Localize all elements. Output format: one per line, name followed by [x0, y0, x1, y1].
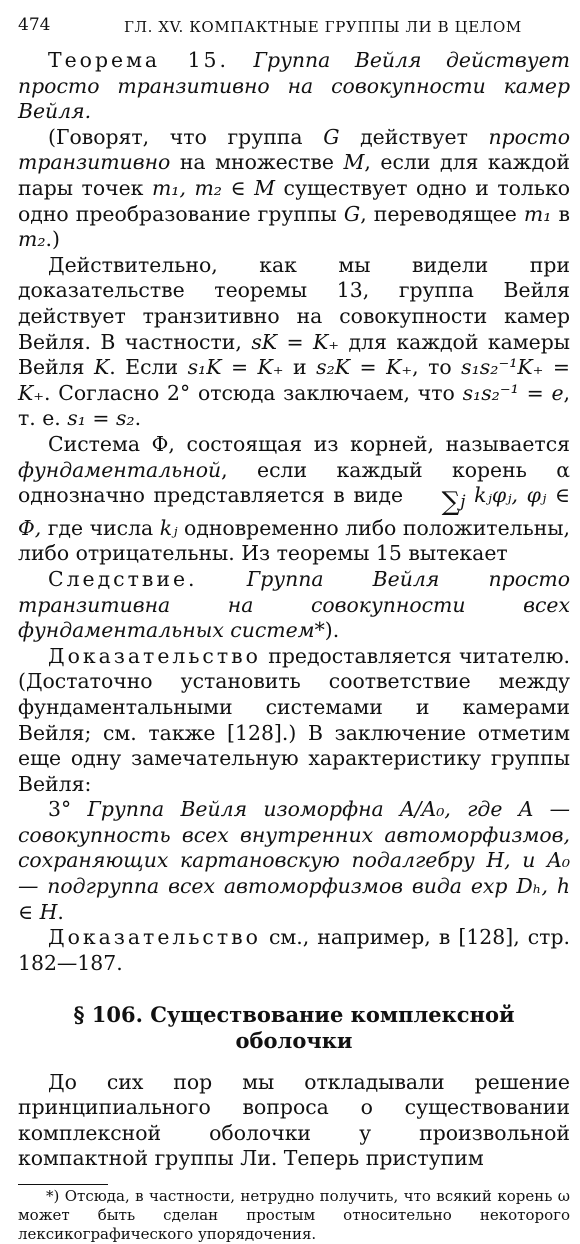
- emphasis: — подгруппа всех автоморфизмов вида: [18, 874, 471, 899]
- text-run: .: [57, 899, 64, 924]
- text-run: , переводящее: [360, 201, 524, 226]
- text-run: (Говорят, что группа: [48, 124, 324, 149]
- sum-symbol: ∑: [441, 487, 461, 518]
- proof-item-3: [18, 925, 570, 976]
- math-formula: s₂K = K₊: [316, 355, 413, 380]
- math-formula: s₁s₂⁻¹K₊ = K₊: [18, 355, 570, 405]
- emphasis: Группа Вейля изоморфна: [87, 797, 400, 822]
- text-run: действует: [339, 124, 489, 149]
- math-symbol: m₁: [523, 201, 552, 226]
- math-symbol: A₀: [547, 848, 570, 873]
- math-formula: m₁, m₂ ∈ M: [151, 175, 275, 200]
- math-symbol: K: [93, 355, 110, 380]
- text-run: , т. е.: [18, 380, 570, 431]
- math-formula: sK = K₊: [251, 329, 340, 354]
- paragraph-proof-theorem: [18, 253, 570, 432]
- math-formula: s₁s₂⁻¹ = e: [462, 380, 564, 405]
- text-run: Система Φ, состоящая из корней, называется: [48, 431, 570, 456]
- corollary: [18, 567, 570, 644]
- text-run: одновременно либо положительны, либо отрицательны. Из теоремы 15 вытекает: [18, 515, 570, 566]
- running-title: ГЛ. XV. КОМПАКТНЫЕ ГРУППЫ ЛИ В ЦЕЛОМ: [124, 18, 522, 36]
- footnote: *) Отсюда, в частности, нетрудно получить, что всякий корень ω может быть сделан простым относительно некоторого лексикографического упорядочения.: [18, 1187, 570, 1244]
- math-formula: s₁ = s₂: [67, 406, 135, 431]
- text-run: предоставляется читателю. (Достаточно установить соответствие между фундаментальными системами и камерами Вейля; см. также [128].) В заключение отметим еще одну замечательную характеристику группы Вейля:: [18, 643, 570, 796]
- math-formula: s₁K = K₊: [187, 355, 284, 380]
- section-heading: § 106. Существование комплексной оболочки: [73, 1002, 515, 1054]
- text-run: .: [134, 406, 142, 431]
- emphasis: просто транзитивно: [18, 124, 570, 175]
- paragraph-definition: [18, 125, 570, 253]
- text-run: для каждой камеры Вейля: [18, 329, 570, 380]
- text-run: . Согласно 2° отсюда заключаем, что: [44, 380, 463, 405]
- text-run: на множестве: [170, 150, 344, 175]
- proof-corollary: [18, 644, 570, 798]
- math-symbol: m₂: [18, 227, 46, 252]
- paragraph-section-intro: До сих пор мы откладывали решение принципиального вопроса о существовании комплексной оболочки у произвольной компактной группы Ли. Теперь приступим: [18, 1069, 570, 1171]
- item-3: [18, 797, 570, 925]
- text-run: .): [45, 227, 60, 252]
- theorem-label: Теорема 15.: [48, 48, 230, 72]
- book-page: [18, 12, 570, 1244]
- math-symbol: M: [343, 150, 365, 175]
- math-symbol: A: [518, 797, 534, 822]
- text-run: существует одно и только одно преобразование группы: [18, 175, 570, 226]
- text-run: и: [283, 355, 317, 380]
- text-run: . Если: [109, 355, 188, 380]
- page-number: 474: [18, 15, 51, 35]
- item-number: 3°: [48, 797, 72, 822]
- text-run: Действительно, как мы видели при доказательстве теоремы 13, группа Вейля действует транзитивно на совокупности камер Вейля. В частности,: [18, 252, 570, 354]
- math-formula: A/A₀: [399, 797, 445, 822]
- emphasis: фундаментальной: [18, 457, 222, 482]
- proof-label: Доказательство: [48, 643, 261, 668]
- text-run: , то: [412, 355, 462, 380]
- sum-index: j: [460, 492, 466, 513]
- text-run: см., например, в [128], стр. 182—187.: [18, 925, 570, 975]
- proof-label: Доказательство: [48, 925, 261, 950]
- paragraph-fundamental-system: [18, 432, 570, 567]
- emphasis: — совокупность всех внутренних автоморфизмов, сохраняющих картановскую подалгебру: [18, 797, 570, 873]
- theorem-statement: Группа Вейля действует просто транзитивно на совокупности камер Вейля.: [18, 48, 570, 124]
- footnote-mark: *).: [314, 618, 340, 643]
- emphasis: , и: [504, 848, 548, 873]
- math-symbol: G: [323, 124, 340, 149]
- theorem-15: [18, 48, 570, 125]
- corollary-label: Следствие.: [48, 566, 198, 591]
- corollary-statement: Группа Вейля просто транзитивна на совокупности всех фундаментальных систем: [18, 566, 571, 643]
- math-formula: exp Dₕ, h ∈ H: [18, 874, 570, 924]
- math-symbol: G: [343, 201, 361, 226]
- math-formula: kⱼφⱼ, φⱼ ∈ Φ,: [18, 483, 571, 540]
- math-symbol: H: [486, 848, 505, 873]
- math-symbol: kⱼ: [159, 515, 178, 540]
- emphasis: , где: [444, 797, 519, 822]
- main-text: [18, 48, 570, 1172]
- text-run: в: [551, 201, 570, 226]
- footnote-divider: [18, 1184, 108, 1185]
- page-header: [18, 12, 570, 42]
- text-run: где числа: [41, 515, 160, 540]
- text-run: , если для каждой пары точек: [18, 150, 570, 200]
- text-run: , если каждый корень α однозначно представляется в виде: [18, 457, 570, 508]
